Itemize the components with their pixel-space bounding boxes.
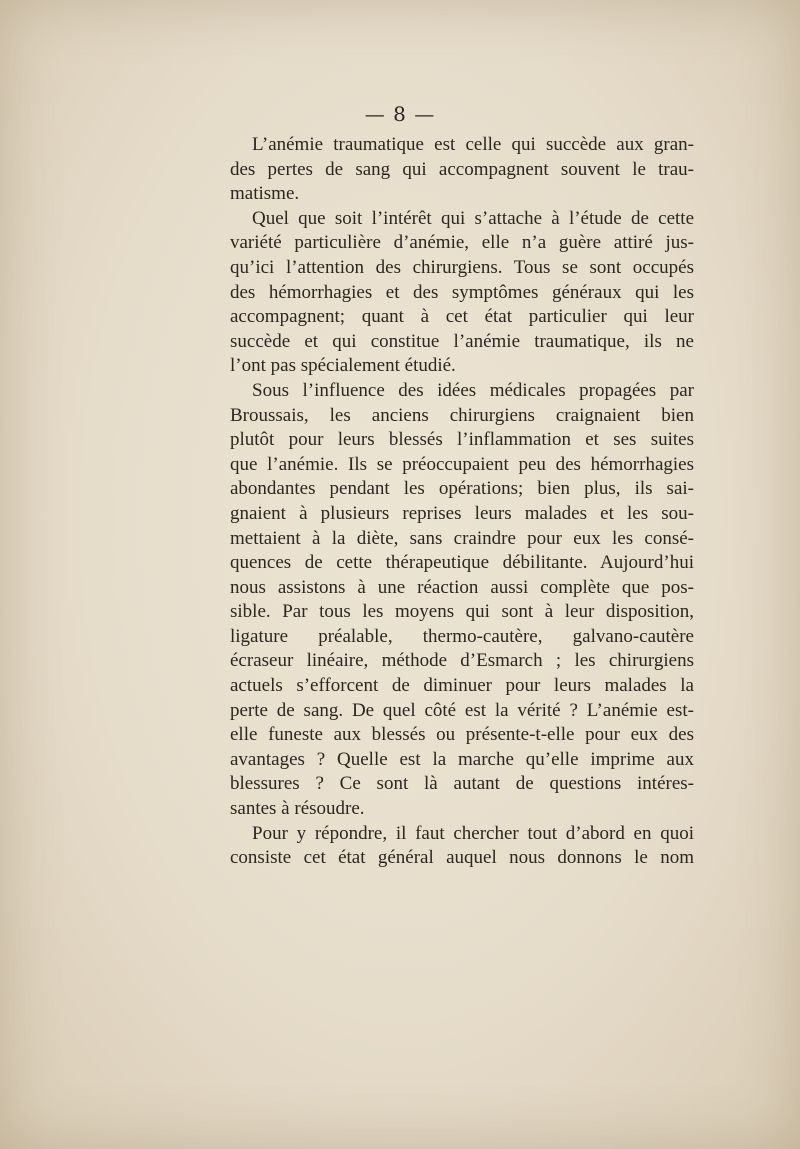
text-line: succède et qui constitue l’anémie traumatique, ils ne — [230, 330, 694, 352]
text-line: accompagnent; quant à cet état particulier qui leur — [230, 306, 694, 328]
text-line: plutôt pour leurs blessés l’inflammation et ses suites — [230, 429, 694, 451]
paragraph — [230, 133, 694, 207]
text-line: Pour y répondre, il faut chercher tout d’abord en quoi — [252, 822, 694, 844]
text-line: nous assistons à une réaction aussi complète que pos- — [230, 576, 694, 598]
text-line: santes à résoudre. — [230, 798, 365, 820]
text-line: Quel que soit l’intérêt qui s’attache à l’étude de cette — [252, 207, 694, 229]
text-line: abondantes pendant les opérations; bien plus, ils sai- — [230, 478, 694, 500]
page-number: — 8 — — [364, 102, 436, 126]
text-line: sible. Par tous les moyens qui sont à leur disposition, — [230, 601, 694, 623]
text-line: écraseur linéaire, méthode d’Esmarch ; les chirurgiens — [230, 650, 694, 672]
text-line: que l’anémie. Ils se préoccupaient peu des hémorrhagies — [230, 453, 694, 475]
paragraph — [230, 822, 694, 871]
text-line: quences de cette thérapeutique débilitante. Aujourd’hui — [230, 552, 694, 574]
text-line: actuels s’efforcent de diminuer pour leurs malades la — [230, 675, 694, 697]
paragraph — [230, 379, 694, 822]
text-line: Sous l’influence des idées médicales propagées par — [252, 379, 694, 401]
text-line: Broussais, les anciens chirurgiens craignaient bien — [230, 404, 694, 426]
paragraph — [230, 207, 694, 379]
text-line: elle funeste aux blessés ou présente-t-elle pour eux des — [230, 724, 694, 746]
text-line: ligature préalable, thermo-cautère, galvano-cautère — [230, 625, 694, 647]
text-line: des pertes de sang qui accompagnent souvent le trau- — [230, 158, 694, 180]
text-line: blessures ? Ce sont là autant de questions intéres- — [230, 773, 694, 795]
body-text — [230, 133, 694, 871]
text-line: L’anémie traumatique est celle qui succède aux gran- — [252, 134, 694, 155]
text-line: gnaient à plusieurs reprises leurs malades et les sou- — [230, 502, 694, 524]
text-line: avantages ? Quelle est la marche qu’elle imprime aux — [230, 748, 694, 770]
text-line: consiste cet état général auquel nous donnons le nom — [230, 847, 694, 869]
text-line: matisme. — [230, 183, 300, 205]
text-line: des hémorrhagies et des symptômes généraux qui les — [230, 281, 694, 303]
text-line: variété particulière d’anémie, elle n’a guère attiré jus- — [230, 232, 694, 254]
text-line: qu’ici l’attention des chirurgiens. Tous se sont occupés — [230, 256, 694, 278]
text-line: l’ont pas spécialement étudié. — [230, 355, 456, 377]
text-line: mettaient à la diète, sans craindre pour eux les consé- — [230, 527, 694, 549]
text-line: perte de sang. De quel côté est la vérité ? L’anémie est- — [230, 699, 694, 721]
